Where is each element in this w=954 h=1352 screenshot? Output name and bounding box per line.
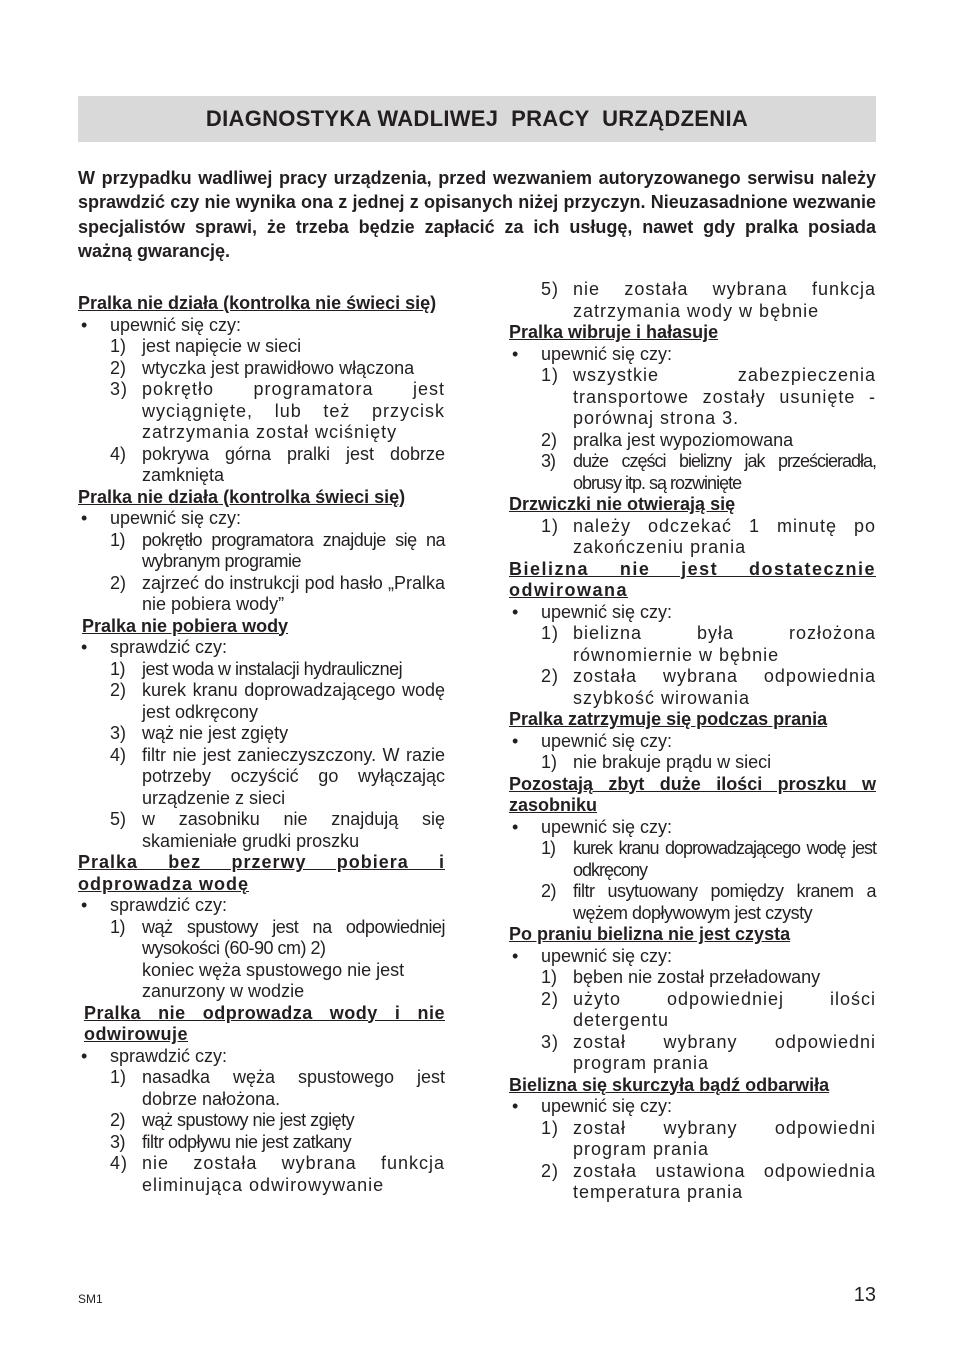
list-item: 2) wąż spustowy nie jest zgięty — [110, 1110, 355, 1130]
bullet-item: • upewnić się czy: — [512, 816, 673, 837]
section-heading: Pralka bez przerwy pobiera i odprowadza wodę — [78, 852, 445, 894]
list-item: 3) wąż nie jest zgięty — [110, 723, 289, 743]
section-heading: Pralka zatrzymuje się podczas prania — [509, 709, 828, 729]
list-item: 1) pokrętło programatora znajduje się na wybranym programie — [110, 529, 445, 571]
section-heading: Bielizna się skurczyła bądź odbarwiła — [509, 1074, 830, 1095]
bullet-item: • upewnić się czy: — [512, 601, 673, 622]
bullet-icon: • — [512, 945, 519, 966]
list-item: 4) filtr nie jest zanieczyszczony. W razie potrzeby oczyścić go wyłączając urządzenie z sieci — [110, 744, 445, 808]
list-item: 1) jest napięcie w sieci — [110, 336, 302, 356]
section-detergent-residue — [509, 774, 876, 925]
list-item: 2) wtyczka jest prawidłowo włączona — [110, 357, 415, 378]
list-item: 4) nie została wybrana funkcja eliminująca odwirowywanie — [110, 1153, 445, 1195]
list-item: 3) został wybrany odpowiedni program prania — [541, 1031, 876, 1073]
section-heading: Drzwiczki nie otwierają się — [509, 494, 736, 514]
list-item: 1) wszystkie zabezpieczenia transportowe zostały usunięte - porównaj strona 3. — [541, 365, 876, 428]
section-heading: Pralka nie pobiera wody — [82, 615, 289, 636]
list-item: 1) bielizna była rozłożona równomiernie w bębnie — [541, 623, 876, 665]
bullet-icon: • — [512, 816, 519, 837]
section-heading: Pralka wibruje i hałasuje — [509, 322, 719, 342]
list-item: 1) bęben nie został przeładowany — [541, 967, 821, 987]
bullet-item: • upewnić się czy: — [512, 730, 673, 751]
bullet-item: • sprawdzić czy: — [81, 1045, 228, 1066]
left-column — [78, 293, 445, 1196]
bullet-icon: • — [81, 895, 88, 915]
title-bar — [78, 96, 876, 142]
bullet-icon: • — [81, 314, 88, 335]
list-item: 3) pokrętło programatora jest wyciągnięte, lub też przycisk zatrzymania został wciśnięty — [110, 379, 445, 442]
section-door-locked — [509, 494, 876, 559]
section-laundry-not-clean — [509, 924, 876, 1075]
section-heading: Pralka nie działa (kontrolka nie świeci się) — [78, 293, 437, 313]
bullet-item: • upewnić się czy: — [81, 314, 242, 335]
bullet-item: • upewnić się czy: — [512, 1096, 673, 1116]
list-item: 3) filtr odpływu nie jest zatkany — [110, 1131, 352, 1152]
list-item: 1) został wybrany odpowiedni program prania — [541, 1117, 876, 1159]
list-item: 5) nie została wybrana funkcja zatrzymania wody w bębnie — [541, 279, 876, 321]
list-item: 4) pokrywa górna pralki jest dobrze zamknięta — [110, 443, 445, 485]
list-item: 3) duże części bielizny jak prześcieradła, obrusy itp. są rozwinięte — [541, 451, 876, 493]
list-item: 2) zajrzeć do instrukcji pod hasło „Pralka nie pobiera wody” — [110, 572, 445, 614]
section-heading: Pozostają zbyt duże ilości proszku w zasobniku — [509, 773, 876, 815]
list-item: 1) nie brakuje prądu w sieci — [541, 752, 772, 772]
section-no-drain — [78, 1003, 445, 1197]
list-item: 2) użyto odpowiedniej ilości detergentu — [541, 988, 876, 1030]
section-heading: Bielizna nie jest dostatecznie odwirowana — [509, 558, 876, 600]
section-stops-during-wash — [509, 709, 876, 774]
bullet-icon: • — [512, 1096, 519, 1116]
right-column — [509, 279, 876, 1204]
footer-code: SM1 — [78, 1292, 103, 1306]
section-poor-spin — [509, 559, 876, 710]
section-vibration — [509, 322, 876, 494]
bullet-icon: • — [512, 730, 519, 751]
bullet-icon: • — [512, 343, 519, 364]
list-item: 5) w zasobniku nie znajdują się skamieniałe grudki proszku — [110, 809, 445, 851]
list-item: 2) pralka jest wypoziomowana — [541, 429, 794, 450]
bullet-icon: • — [81, 1045, 88, 1066]
list-item: 2) kurek kranu doprowadzającego wodę jest odkręcony — [110, 680, 445, 722]
bullet-item: • sprawdzić czy: — [81, 637, 228, 657]
list-item: 1) jest woda w instalacji hydraulicznej — [110, 658, 403, 679]
list-item: 1) należy odczekać 1 minutę po zakończeniu prania — [541, 515, 876, 557]
section-shrunk-faded — [509, 1075, 876, 1204]
list-item: 1) nasadka węża spustowego jest dobrze nałożona. — [110, 1067, 445, 1109]
list-item-continuation: koniec węża spustowego nie jest zanurzony w wodzie — [142, 959, 405, 1001]
page-title: DIAGNOSTYKA WADLIWEJ PRACY URZĄDZENIA — [205, 106, 749, 131]
section-no-power-light-off — [78, 293, 445, 487]
section-continued — [509, 279, 876, 322]
bullet-item: • sprawdzić czy: — [81, 895, 228, 915]
section-no-water-intake — [78, 616, 445, 853]
list-item: 2) została wybrana odpowiednia szybkość wirowania — [541, 666, 876, 708]
bullet-item: • upewnić się czy: — [512, 343, 673, 364]
list-item: 2) filtr usytuowany pomiędzy kranem a wężem dopływowym jest czysty — [541, 881, 876, 923]
section-continuous-intake — [78, 852, 445, 1003]
page-number: 13 — [853, 1284, 876, 1306]
section-heading: Pralka nie działa (kontrolka świeci się) — [78, 486, 406, 507]
list-item: 1) wąż spustowy jest na odpowiedniej wysokości (60-90 cm) 2) — [110, 916, 445, 958]
section-heading: Pralka nie odprowadza wody i nie odwirowuje — [84, 1002, 445, 1044]
section-heading: Po praniu bielizna nie jest czysta — [509, 924, 791, 944]
bullet-icon: • — [81, 508, 88, 528]
bullet-icon: • — [81, 637, 88, 657]
bullet-icon: • — [512, 601, 519, 622]
list-item: 1) kurek kranu doprowadzającego wodę jest odkręcony — [541, 838, 876, 880]
bullet-item: • upewnić się czy: — [81, 508, 242, 528]
intro-paragraph: W przypadku wadliwej pracy urządzenia, przed wezwaniem autoryzowanego serwisu należy sprawdzić czy nie wynika ona z jednej z opisanych niżej przyczyn. Nieuzasadnione wezwanie specjalistów sprawi, że trzeba będzie zapłacić za ich usługę, nawet gdy pralka posiada ważną gwarancję. — [78, 168, 876, 261]
list-item: 2) została ustawiona odpowiednia temperatura prania — [541, 1160, 876, 1202]
section-no-power-light-on — [78, 487, 445, 616]
bullet-item: • upewnić się czy: — [512, 945, 673, 966]
